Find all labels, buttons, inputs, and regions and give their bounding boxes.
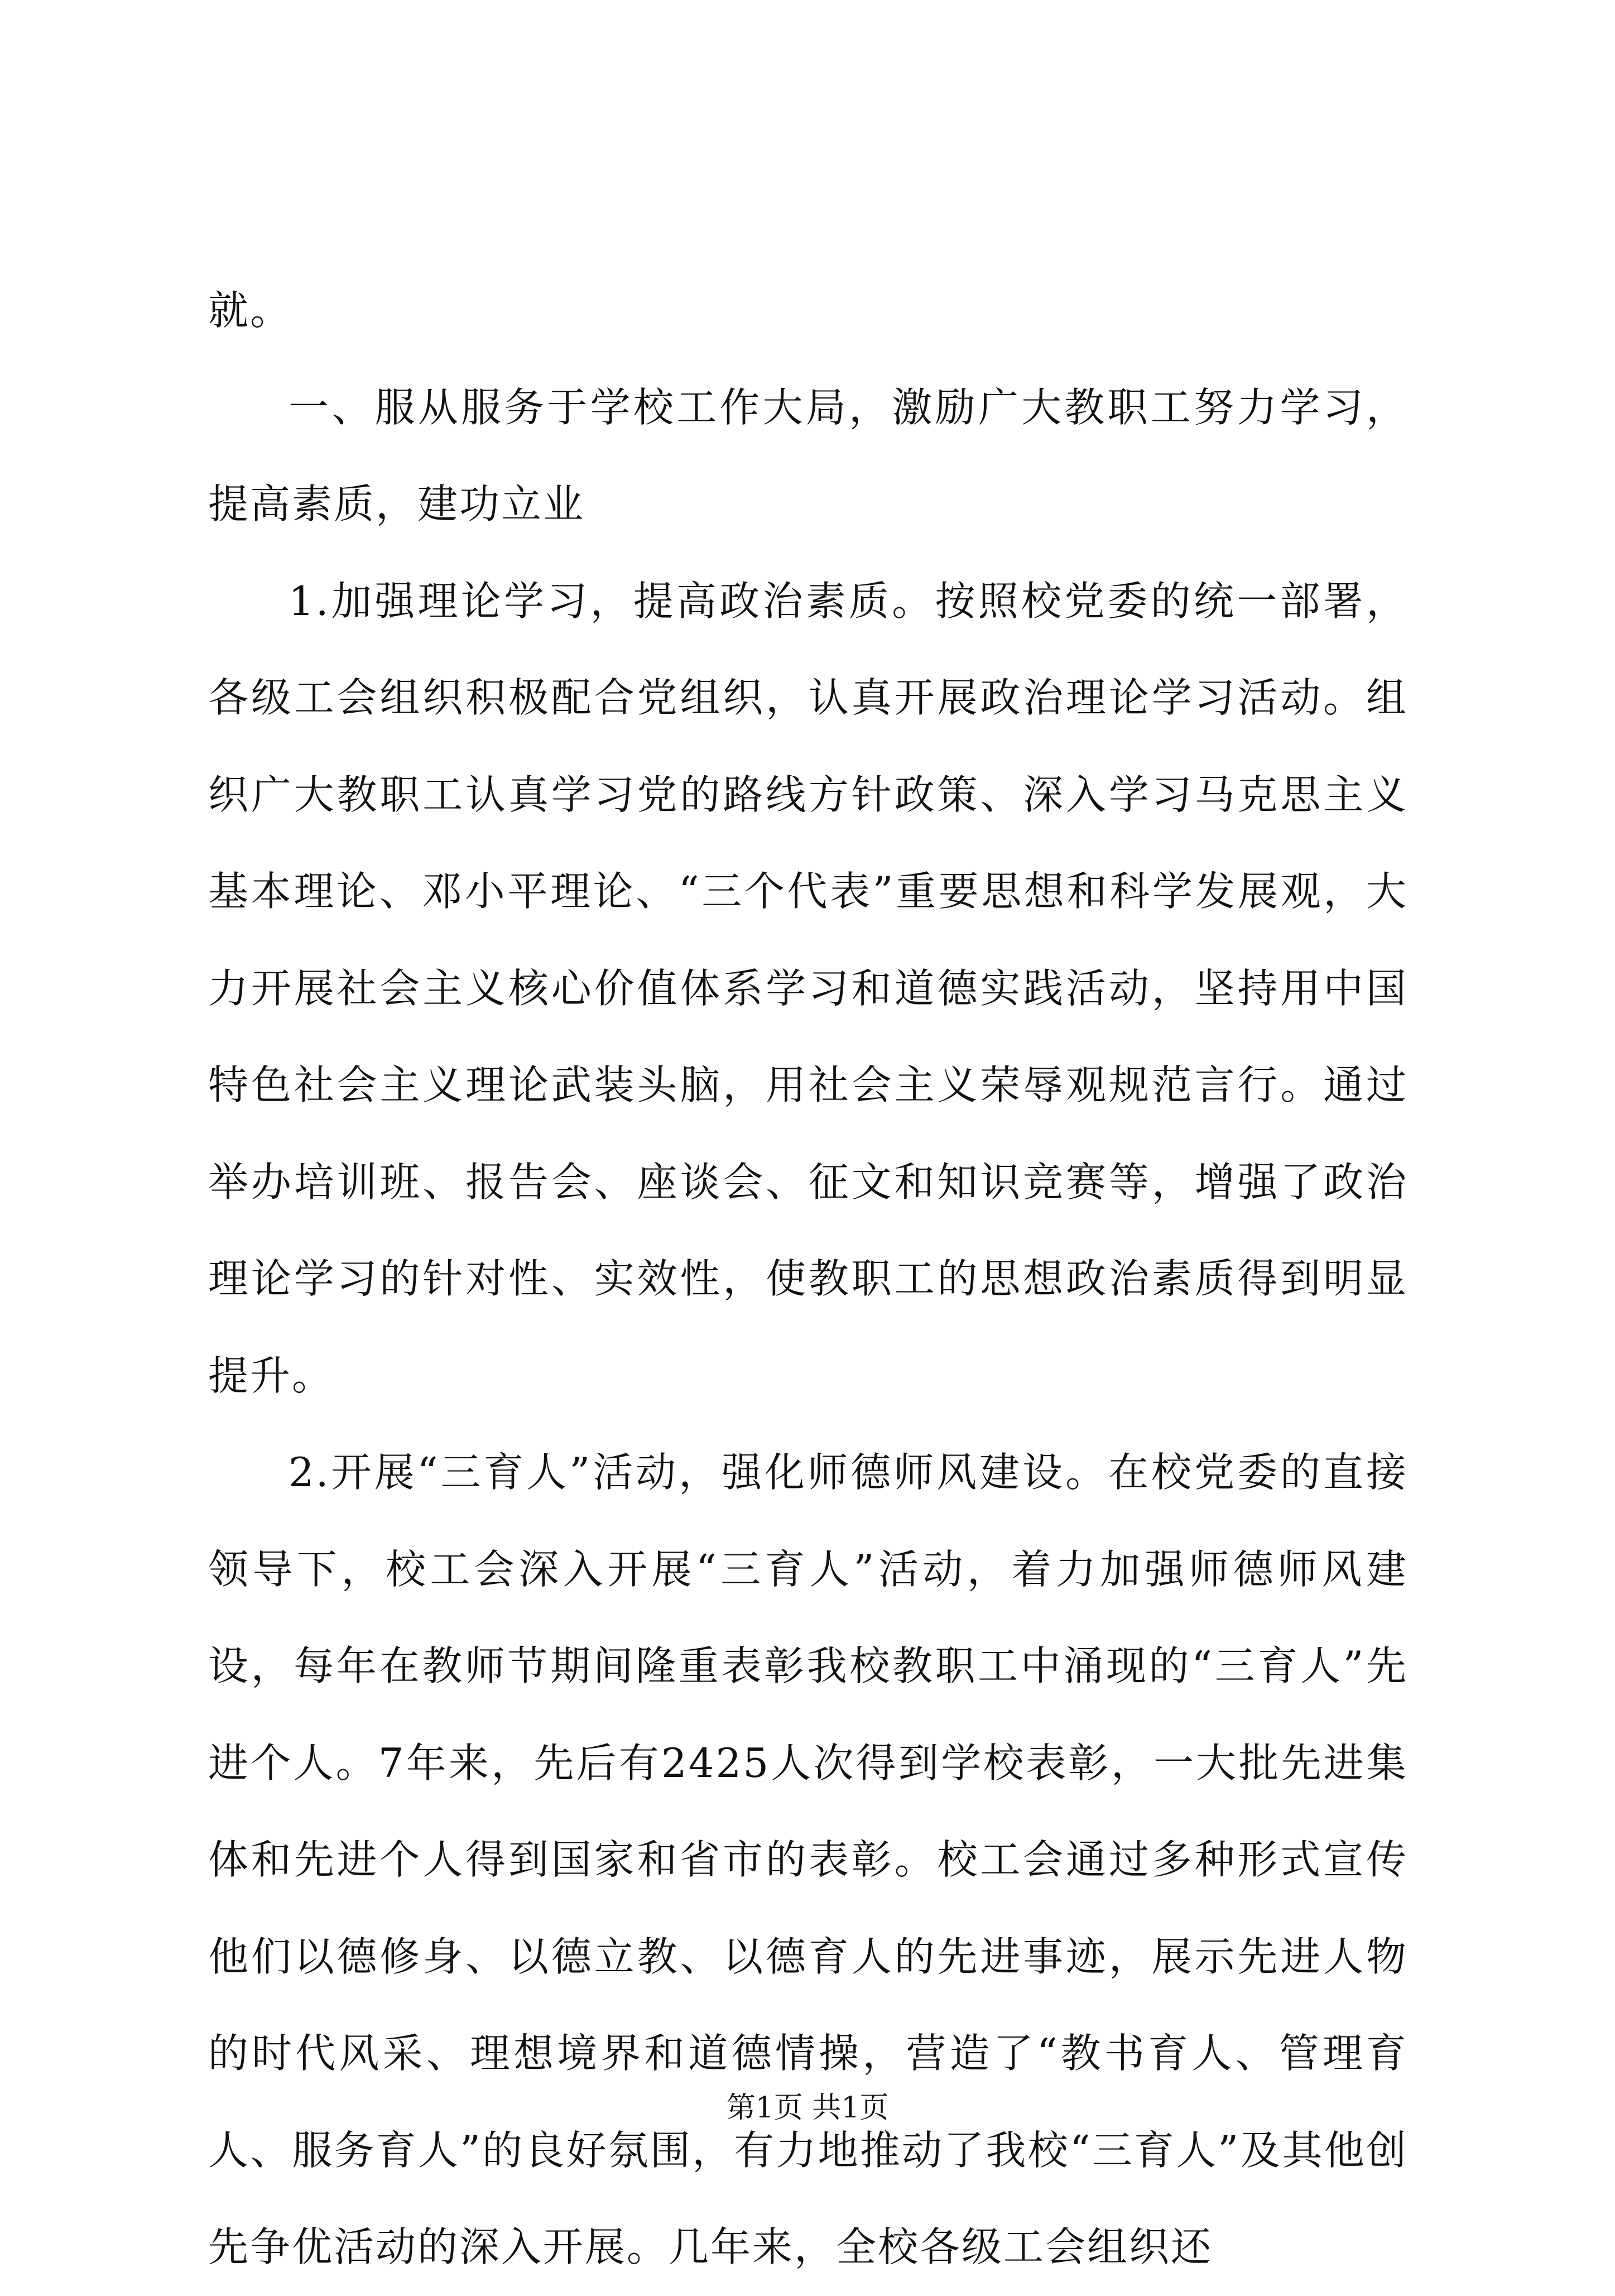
paragraph-continuation: 就。	[208, 287, 292, 334]
paragraph-theory-study: 1.加强理论学习，提高政治素质。按照校党委的统一部署，各级工会组织积极配合党组织，认真开展政治理论学习活动。组织广大教职工认真学习党的路线方针政策、深入学习马克思主义基本理论、邓小平理论、“三个代表”重要思想和科学发展观，大力开展社会主义核心价值体系学习和道德实践活动，坚持用中国特色社会主义理论武装头脑，用社会主义荣辱观规范言行。通过举办培训班、报告会、座谈会、征文和知识竞赛等，增强了政治理论学习的针对性、实效性，使教职工的思想政治素质得到明显提升。	[208, 577, 1408, 1399]
body-text	[208, 262, 1408, 2296]
page-footer: 第1页 共1页	[726, 2091, 889, 2125]
paragraph-three-educators: 2.开展“三育人”活动，强化师德师风建设。在校党委的直接领导下，校工会深入开展“三育人”活动，着力加强师德师风建设，每年在教师节期间隆重表彰我校教职工中涌现的“三育人”先进个人。7年来，先后有2425人次得到学校表彰，一大批先进集体和先进个人得到国家和省市的表彰。校工会通过多种形式宣传他们以德修身、以德立教、以德育人的先进事迹，展示先进人物的时代风采、理想境界和道德情操，营造了“教书育人、管理育人、服务育人”的良好氛围，有力地推动了我校“三育人”及其他创先争优活动的深入开展。几年来，全校各级工会组织还	[208, 1449, 1408, 2270]
section-heading: 一、服从服务于学校工作大局，激励广大教职工努力学习，提高素质，建功立业	[208, 383, 1408, 527]
